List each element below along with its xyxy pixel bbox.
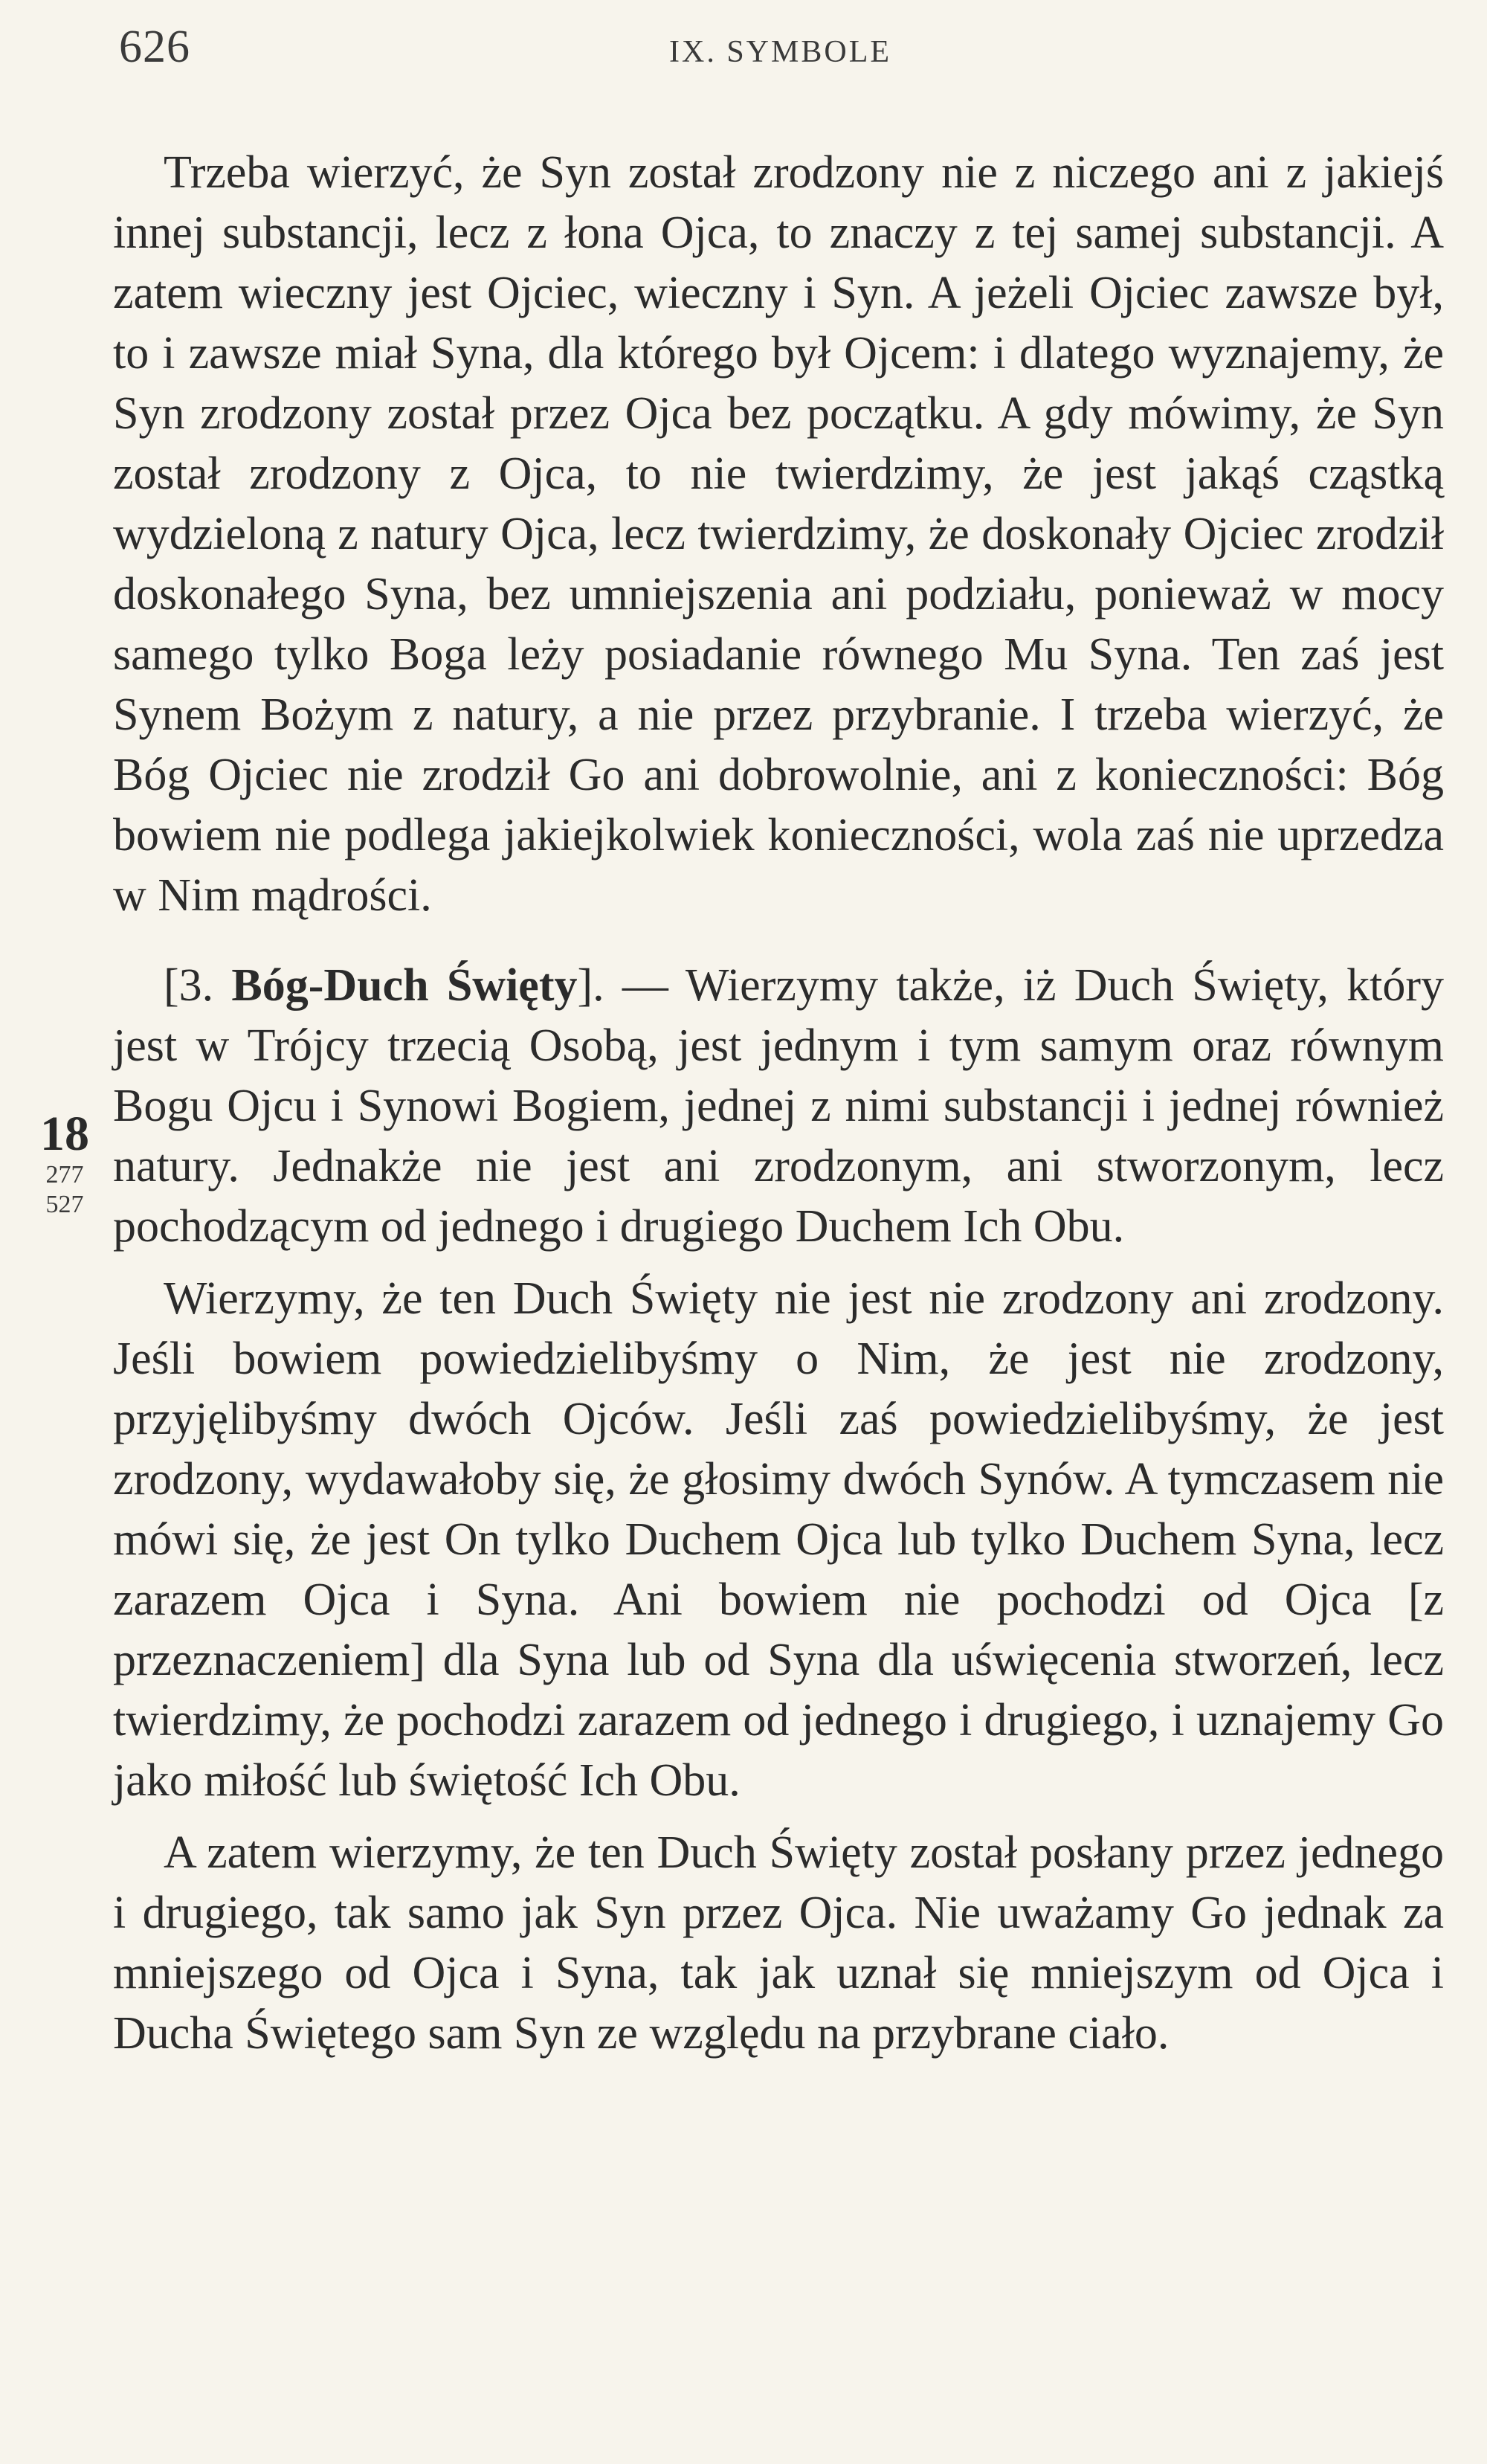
- margin-cross-reference: 277: [45, 1161, 84, 1188]
- section-heading: Bóg-Duch Święty: [231, 960, 578, 1011]
- page-number: 626: [119, 22, 190, 72]
- paragraph-spirit-not-begotten: Wierzymy, że ten Duch Święty nie jest nie zrodzony ani zrodzony. Jeśli bowiem powiedzielibyśmy o Nim, że jest nie zrodzony, przyjęlibyśmy dwóch Ojców. Jeśli zaś powiedzielibyśmy, że jest zrodzony, wydawałoby się, że głosimy dwóch Synów. A tymczasem nie mówi się, że jest On tylko Duchem Ojca lub tylko Duchem Syna, lecz zarazem Ojca i Syna. Ani bowiem nie pochodzi od Ojca [z przeznaczeniem] dla Syna lub od Syna dla uświęcenia stworzeń, lecz twierdzimy, że pochodzi zarazem od jednego i drugiego, i uznajemy Go jako miłość lub świętość Ich Obu.: [113, 1273, 1444, 1806]
- paragraph-son-begotten: Trzeba wierzyć, że Syn został zrodzony nie z niczego ani z jakiejś innej substancji, lecz z łona Ojca, to znaczy z tej samej substancji. A zatem wieczny jest Ojciec, wieczny i Syn. A jeżeli Ojciec zawsze był, to i zawsze miał Syna, dla którego był Ojcem: i dlatego wyznajemy, że Syn zrodzony został przez Ojca bez początku. A gdy mówimy, że Syn został zrodzony z Ojca, to nie twierdzimy, że jest jakąś cząstką wydzieloną z natury Ojca, lecz twierdzimy, że doskonały Ojciec zrodził doskonałego Syna, bez umniejszenia ani podziału, ponieważ w mocy samego tylko Boga leży posiadanie równego Mu Syna. Ten zaś jest Synem Bożym z natury, a nie przez przybranie. I trzeba wierzyć, że Bóg Ojciec nie zrodził Go ani dobrowolnie, ani z konieczności: Bóg bowiem nie podlega jakiejkolwiek konieczności, wola zaś nie uprzedza w Nim mądrości.: [113, 147, 1444, 921]
- running-head: [119, 21, 1442, 88]
- heading-bracket-open: [3.: [164, 960, 232, 1011]
- margin-section-number: 18: [40, 1107, 89, 1161]
- paragraph-holy-spirit-text: — Wierzymy także, iż Duch Święty, który jest w Trójcy trzecią Osobą, jest jednym i tym samym oraz równym Bogu Ojcu i Synowi Bogiem, jednej z nimi substancji i jednej również natury. Jednakże nie jest ani zrodzonym, ani stworzonym, lecz pochodzącym od jednego i drugiego Duchem Ich Obu.: [113, 960, 1444, 1252]
- section-title: IX. SYMBOLE: [669, 35, 892, 69]
- heading-bracket-close: ].: [577, 960, 604, 1011]
- margin-cross-reference: 527: [45, 1191, 84, 1218]
- margin-references: [24, 1108, 106, 1220]
- body-text: [113, 143, 1444, 2064]
- paragraph-spirit-sent: A zatem wierzymy, że ten Duch Święty został posłany przez jednego i drugiego, tak samo jak Syn przez Ojca. Nie uważamy Go jednak za mniejszego od Ojca i Syna, tak jak uznał się mniejszym od Ojca i Ducha Świętego sam Syn ze względu na przybrane ciało.: [113, 1827, 1444, 2059]
- paragraph-holy-spirit-heading: [113, 956, 1444, 1257]
